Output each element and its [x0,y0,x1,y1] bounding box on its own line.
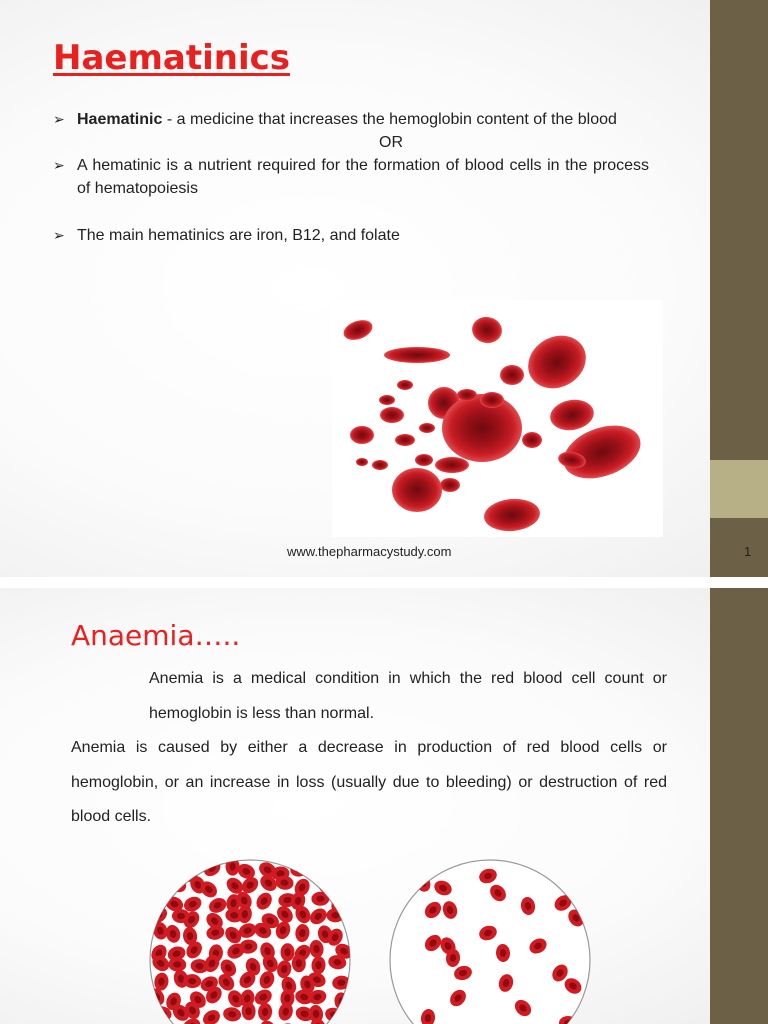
slide-2 [0,588,768,1024]
or-separator: OR [379,134,403,151]
term: Haematinic [77,111,163,128]
bullet-text: The main hematinics are iron, B12, and folate [77,227,400,244]
slide-sidebar-accent [710,460,768,518]
bullet-item [53,224,649,247]
slide-title: Anaemia….. [71,619,241,652]
bullet-item [53,108,649,131]
slide-title: Haematinics [53,38,290,78]
slide-sidebar [710,588,768,1024]
definition: - a medicine that increases the hemoglobin content of the blood [162,111,617,128]
red-blood-cells-image [332,300,663,537]
arrow-right-icon: ➢ [53,111,65,127]
slide-body [71,662,667,835]
paragraph: Anemia is a medical condition in which the red blood cell count or hemoglobin is less than normal. [149,670,667,722]
bullet-text: A hematinic is a nutrient required for the formation of blood cells in the process of hematopoiesis [77,157,649,197]
bullet-item [53,154,649,200]
anemic-blood-dish [388,858,592,1024]
arrow-right-icon: ➢ [53,157,65,173]
source-url: www.thepharmacystudy.com [287,544,452,559]
page-number: 1 [744,544,752,559]
arrow-right-icon: ➢ [53,227,65,243]
paragraph: Anemia is caused by either a decrease in production of red blood cells or hemoglobin, or an increase in loss (usually due to bleeding) or destruction of red blood cells. [71,739,667,825]
normal-blood-dish [148,858,352,1024]
bullet-list [53,108,649,247]
